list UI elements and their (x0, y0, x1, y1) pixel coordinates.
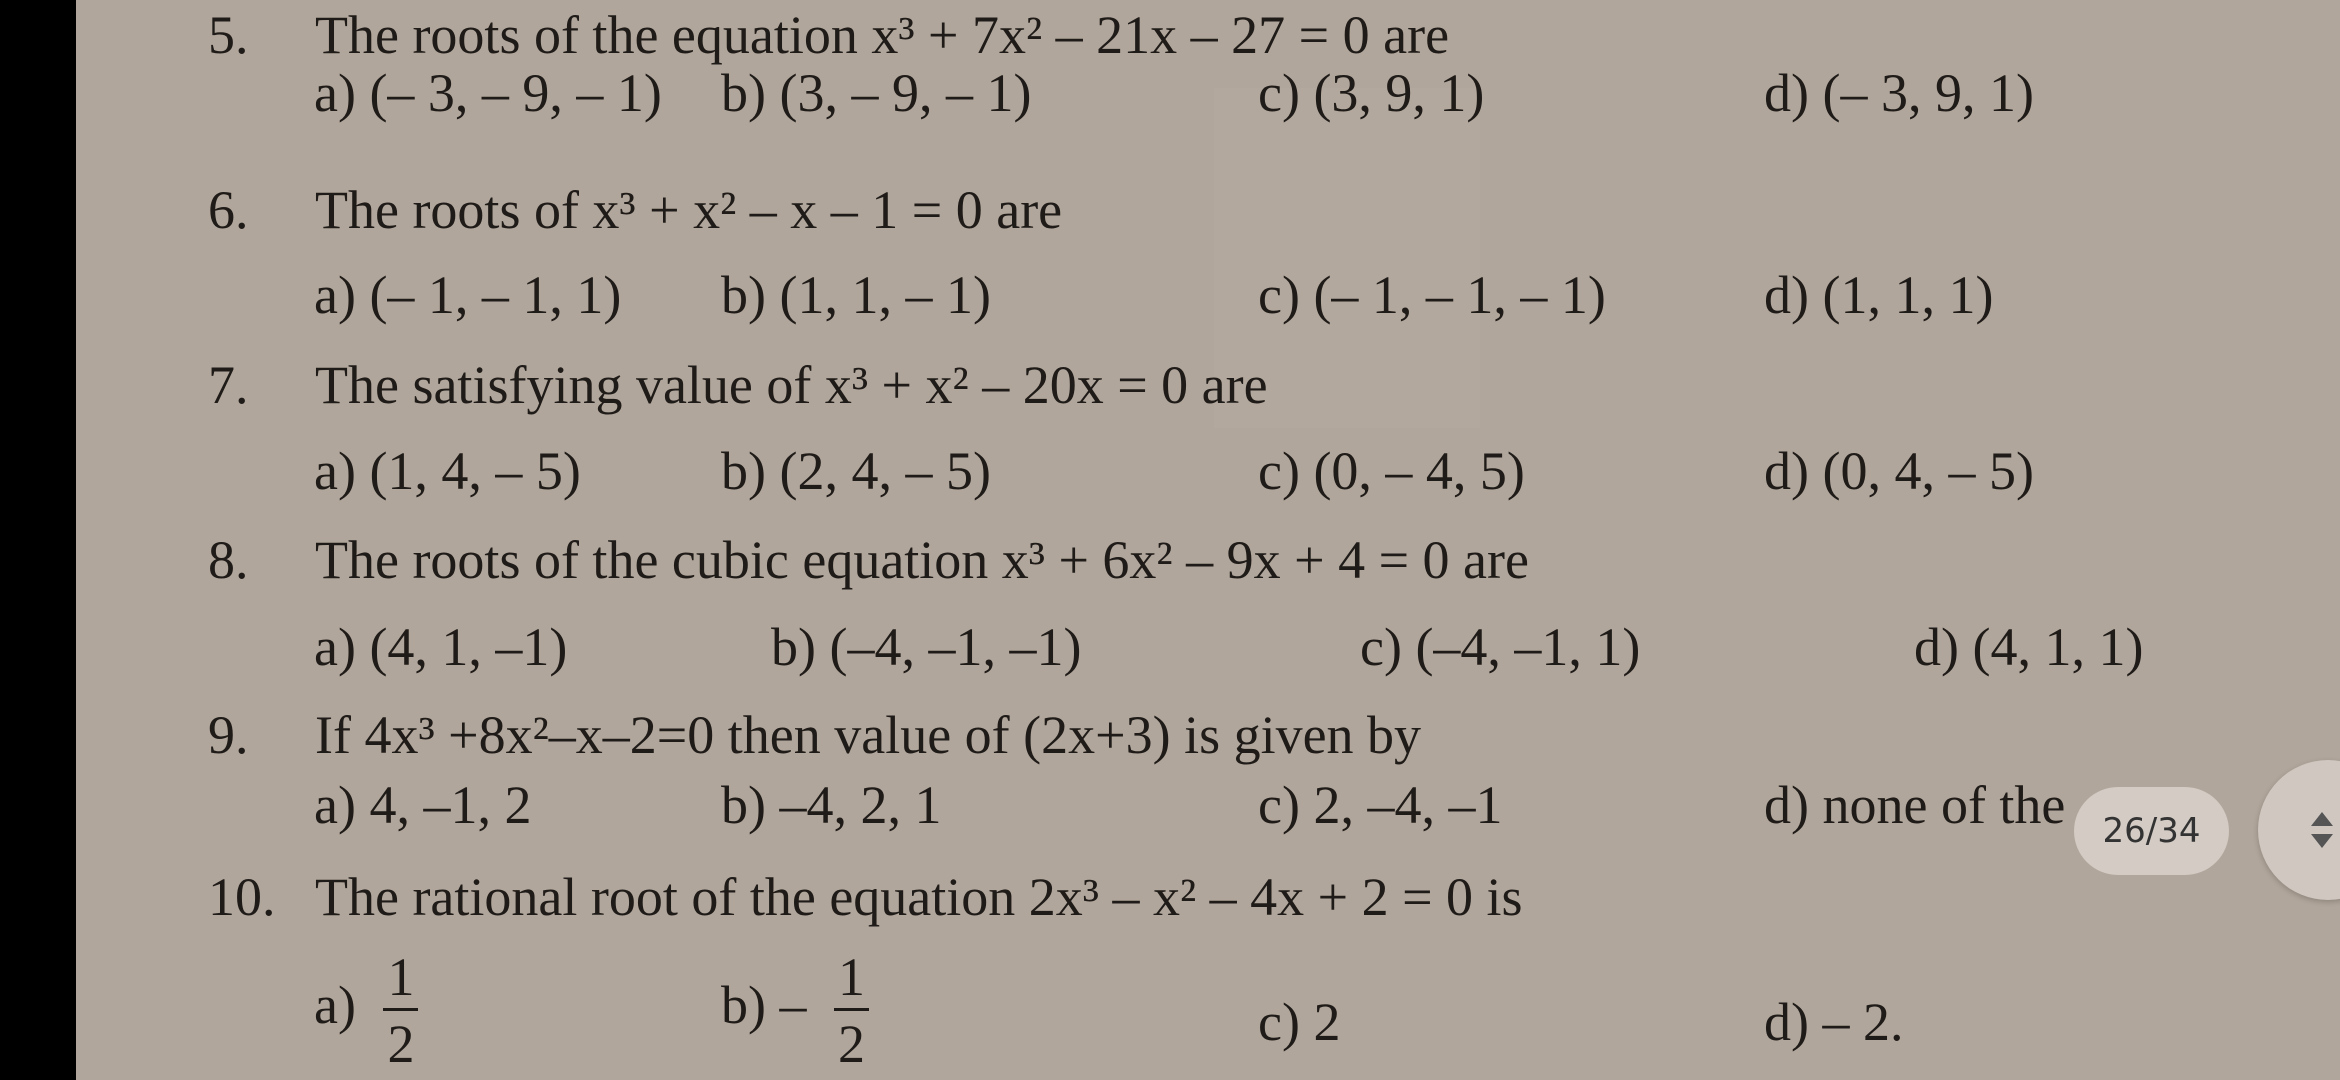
option-a-label: a) (314, 974, 356, 1035)
question-7-options (76, 441, 2340, 524)
question-10 (76, 867, 2340, 950)
question-number: 9. (208, 705, 249, 765)
question-number: 7. (208, 355, 249, 415)
option-b (721, 947, 869, 1074)
question-text: The roots of x³ + x² – x – 1 = 0 are (315, 180, 1063, 240)
option-b-label: b) – (721, 974, 807, 1035)
question-text: The satisfying value of x³ + x² – 20x = 0 are (315, 355, 1268, 415)
option-b: b) (2, 4, – 5) (721, 441, 991, 501)
option-c: c) (–4, –1, 1) (1360, 617, 1641, 677)
question-number: 8. (208, 530, 249, 590)
option-a: a) 4, –1, 2 (314, 775, 532, 835)
option-c: c) (– 1, – 1, – 1) (1258, 265, 1606, 325)
pdf-page (76, 0, 2340, 1080)
option-d: d) none of the (1764, 775, 2066, 835)
option-a: a) (– 3, – 9, – 1) (314, 63, 662, 123)
option-a (314, 947, 418, 1074)
up-down-chevron-icon (2298, 802, 2340, 858)
question-10-options (76, 947, 2340, 1080)
fraction (834, 947, 869, 1074)
question-text: The roots of the cubic equation x³ + 6x² – 9x + 4 = 0 are (315, 530, 1529, 590)
option-b: b) (3, – 9, – 1) (721, 63, 1032, 123)
question-8 (76, 530, 2340, 613)
page-indicator (2074, 787, 2229, 875)
page-indicator-text: 26/34 (2102, 811, 2201, 851)
question-9-options (76, 775, 2340, 858)
option-b: b) (–4, –1, –1) (771, 617, 1082, 677)
question-7 (76, 355, 2340, 438)
option-c: c) (0, – 4, 5) (1258, 441, 1525, 501)
option-b: b) –4, 2, 1 (721, 775, 942, 835)
question-text: If 4x³ +8x²–x–2=0 then value of (2x+3) is given by (315, 705, 1422, 765)
numerator: 1 (834, 950, 869, 1011)
numerator: 1 (383, 950, 418, 1011)
option-a: a) (4, 1, –1) (314, 617, 568, 677)
question-6-options (76, 265, 2340, 348)
question-number: 5. (208, 5, 249, 65)
denominator: 2 (387, 1014, 415, 1074)
question-number: 6. (208, 180, 249, 240)
question-8-options (76, 617, 2340, 700)
option-b: b) (1, 1, – 1) (721, 265, 991, 325)
option-a: a) (– 1, – 1, 1) (314, 265, 622, 325)
option-c: c) 2, –4, –1 (1258, 775, 1503, 835)
fraction (383, 947, 418, 1074)
option-d: d) (1, 1, 1) (1764, 265, 1994, 325)
question-5-options (76, 63, 2340, 146)
question-text: The rational root of the equation 2x³ – x² – 4x + 2 = 0 is (315, 867, 1523, 927)
question-number: 10. (208, 867, 276, 927)
denominator: 2 (837, 1014, 865, 1074)
option-d: d) – 2. (1764, 992, 1904, 1052)
option-d: d) (4, 1, 1) (1914, 617, 2144, 677)
option-d: d) (– 3, 9, 1) (1764, 63, 2034, 123)
option-c: c) 2 (1258, 992, 1341, 1052)
option-c: c) (3, 9, 1) (1258, 63, 1485, 123)
option-a: a) (1, 4, – 5) (314, 441, 581, 501)
question-6 (76, 180, 2340, 263)
question-text: The roots of the equation x³ + 7x² – 21x – 27 = 0 are (315, 5, 1450, 65)
option-d: d) (0, 4, – 5) (1764, 441, 2034, 501)
